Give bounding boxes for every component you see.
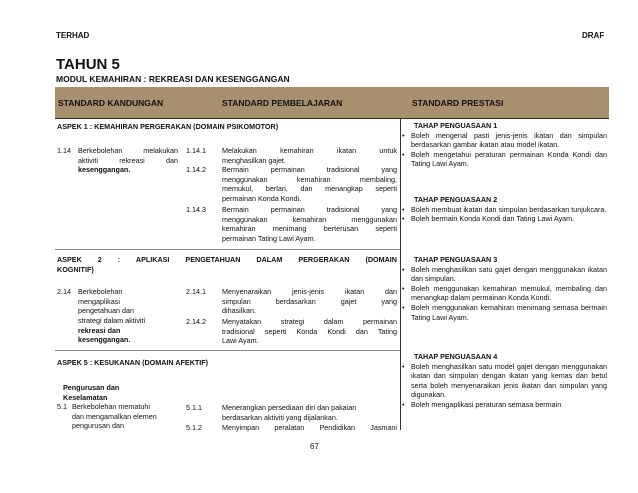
sp-code: 2.14.2 (186, 317, 206, 326)
prestasi-tahap-2 (402, 195, 607, 224)
sp-line: kemahiran menimang berterusan seperti (222, 224, 397, 234)
prestasi-item: • Boleh menggunakan kemahiran menimang semasa bermain Tating Lawi Ayam. (402, 303, 607, 322)
sp-line: Menerangkan persediaan diri dan pakaian (222, 403, 357, 412)
tahap-heading: TAHAP PENGUASAAN 1 (414, 121, 498, 130)
sp-line: menggunakan kemahiran membaling, (222, 174, 397, 184)
tahap-heading: TAHAP PENGUASAAN 4 (414, 352, 498, 361)
aspek2-title-cont: KOGNITIF) (57, 265, 94, 274)
page-subtitle: MODUL KEMAHIRAN : REKREASI DAN KESENGGANGAN (56, 74, 290, 84)
aspek2-sk-line: Berkebolehan (78, 287, 123, 296)
column-header-prestasi: STANDARD PRESTASI (412, 98, 504, 108)
aspek2-sk-line: strategi dalam aktiviti (78, 316, 146, 325)
aspek2-sk-line: kesenggangan. (78, 335, 131, 345)
tahap-heading: TAHAP PENGUASAAN 3 (414, 255, 498, 264)
aspek-divider (55, 350, 400, 351)
sp-line: dihasilkan. (222, 306, 256, 316)
prestasi-item: • Boleh menghasilkan satu gajet dengan menggunakan ikatan dan simpulan. (402, 265, 607, 284)
sp-line: Menyimpan peralatan Pendidikan Jasmani (222, 423, 397, 432)
prestasi-item: • Boleh menghasilkan satu model gajet dengan menggunakan ikatan dan simpulan dengan ikatan yang kemas dan betul serta boleh menyenaraikan jenis ikatan dan simpulan yang digunakan. (402, 362, 607, 400)
sp-line: berdasarkan aktiviti yang dijalankan. (222, 412, 338, 422)
aspek5-title: ASPEK 5 : KESUKANAN (DOMAIN AFEKTIF) (57, 358, 209, 367)
prestasi-item: • Boleh mengenal pasti jenis-jenis ikatan dan simpulan berdasarkan gambar ikatan atau model ikatan. (402, 131, 607, 150)
aspek2-sk-line: mengaplikasi (78, 296, 120, 306)
prestasi-item: • Boleh bermain Konda Kondi dan Tating Lawi Ayam. (402, 214, 607, 224)
sp-line: menggunakan kemahiran menggunakan (222, 214, 397, 224)
aspek5-subheading: Pengurusan dan (63, 383, 120, 392)
column-header-kandungan: STANDARD KANDUNGAN (58, 98, 164, 108)
column-header-pembelajaran: STANDARD PEMBELAJARAN (222, 98, 343, 108)
tahap-heading: TAHAP PENGUASAAN 2 (414, 195, 498, 204)
prestasi-item: • Boleh mengaplikasi peraturan semasa bermain (402, 400, 607, 410)
aspek1-sk-line: kesenggangan. (78, 165, 131, 175)
sp-code: 5.1.1 (186, 403, 202, 412)
aspek2-sk-line: pengetahuan dan (78, 306, 134, 316)
sp-line: Menyenaraikan jenis-jenis ikatan dan (222, 287, 397, 296)
aspek5-sk-line: pengurusan dan (72, 421, 124, 431)
aspek-divider (55, 249, 400, 250)
page-title: TAHUN 5 (56, 56, 120, 73)
sp-code: 1.14.1 (186, 146, 206, 155)
sp-line: tradisional seperti Konda Kondi dan Tating (222, 326, 397, 336)
aspek1-sk-line: Berkebolehan melakukan (78, 146, 178, 155)
page-number: 67 (310, 442, 319, 451)
sp-code: 1.14.2 (186, 165, 206, 175)
prestasi-tahap-1 (402, 121, 607, 169)
header-left: TERHAD (56, 31, 90, 40)
aspek2-sk-line: rekreasi dan (78, 325, 121, 335)
sp-line: Menyatakan strategi dalam permainan (222, 317, 397, 326)
sp-line: Bermain permainan tradisional yang (222, 165, 397, 175)
aspek1-sk-line: aktiviti rekreasi dan (78, 155, 178, 165)
sp-code: 5.1.2 (186, 423, 202, 432)
sp-line: Bermain permainan tradisional yang (222, 205, 397, 214)
sp-line: Melakukan kemahiran ikatan untuk (222, 146, 397, 155)
header-right: DRAF (582, 31, 605, 40)
aspek5-sk-line: Berkebolehan mematuhi (72, 402, 150, 412)
aspek5-sk-code: 5.1 (57, 402, 67, 412)
prestasi-tahap-3 (402, 255, 607, 322)
prestasi-item: • Boleh mengetahui peraturan permainan Konda Kondi dan Tating Lawi Ayam. (402, 150, 607, 169)
sp-line: simpulan berdasarkan gajet yang (222, 296, 397, 306)
aspek2-sk-code: 2.14 (57, 287, 71, 296)
prestasi-item: • Boleh membuat ikatan dan simpulan berdasarkan tunjukcara. (402, 205, 607, 215)
sp-line: memukul, berlari, dan menangkap seperti (222, 184, 397, 194)
aspek2-title: ASPEK 2 : APLIKASI PENGETAHUAN DALAM PERGERAKAN (DOMAIN (57, 255, 397, 264)
aspek1-title: ASPEK 1 : KEMAHIRAN PERGERAKAN (DOMAIN PSIKOMOTOR) (57, 122, 279, 131)
sp-line: menghasilkan gajet. (222, 155, 286, 165)
sp-code: 1.14.3 (186, 205, 206, 214)
table-border-top (55, 118, 609, 119)
prestasi-column-divider (400, 118, 401, 430)
sp-line: permainan Tating Lawi Ayam. (222, 233, 316, 243)
aspek5-subheading: Keselamatan (63, 392, 108, 402)
aspek5-sk-line: dan mengamalkan elemen (72, 411, 157, 421)
prestasi-tahap-4 (402, 352, 607, 410)
sp-line: Lawi Ayam. (222, 336, 259, 346)
sp-line: permainan Konda Kondi. (222, 194, 302, 203)
aspek1-sk-code: 1.14 (57, 146, 71, 155)
sp-code: 2.14.1 (186, 287, 206, 296)
prestasi-item: • Boleh menggunakan kemahiran memukul, membaling dan menangkap dalam permainan Konda Kondi. (402, 284, 607, 303)
